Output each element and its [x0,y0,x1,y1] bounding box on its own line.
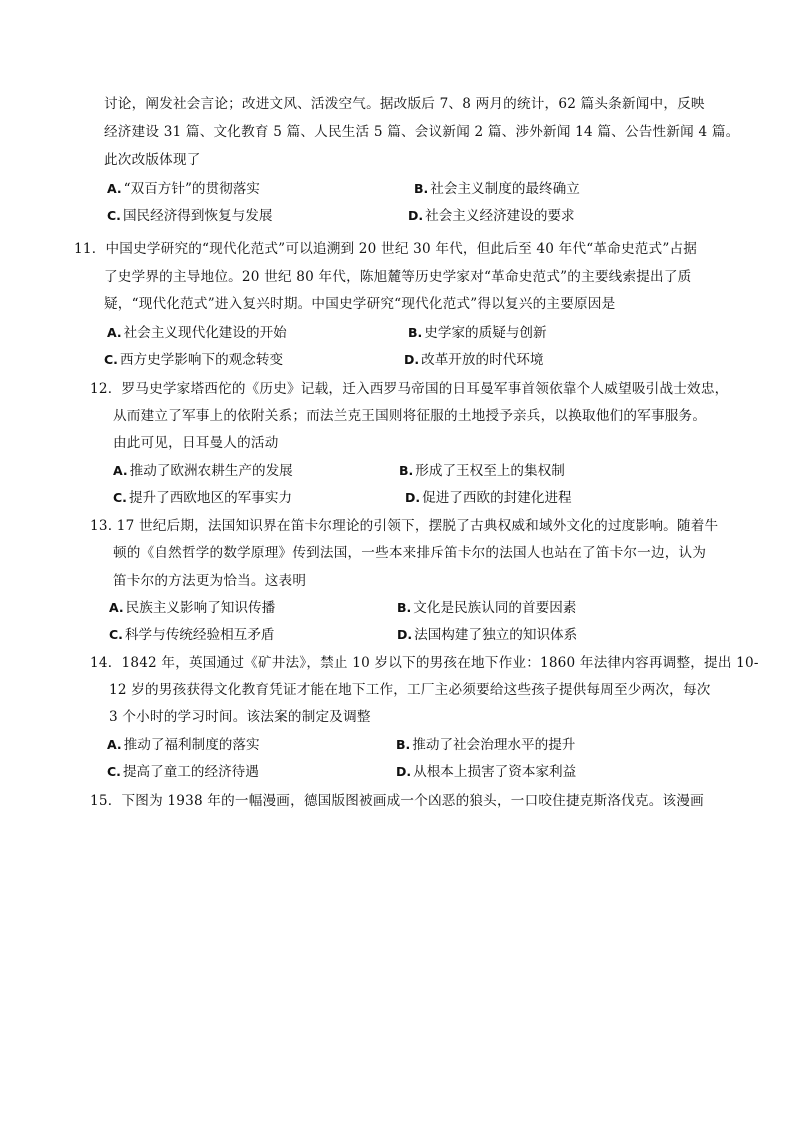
option-letter: C. [113,490,127,505]
option-a[interactable] [107,180,260,198]
question-text-line: 经济建设 31 篇、文化教育 5 篇、人民生活 5 篇、会议新闻 2 篇、涉外新闻 14 篇、公告性新闻 4 篇。 [104,124,740,140]
question-stem-line: 14．1842 年，英国通过《矿井法》，禁止 10 岁以下的男孩在地下作业：1860 年法律内容再调整，提出 10- [90,655,759,671]
question-text-line: 12 岁的男孩获得文化教育凭证才能在地下工作，工厂主必须要给这些孩子提供每周至少两次，每次 [109,682,711,698]
question-text-line: 从而建立了军事上的依附关系；而法兰克王国则将征服的土地授予亲兵，以换取他们的军事服务。 [113,408,707,424]
question-stem-line: 12．罗马史学家塔西佗的《历史》记载，迁入西罗马帝国的日耳曼军事首领依靠个人威望吸引战士效忠， [90,381,729,397]
option-b[interactable] [414,180,580,198]
option-text: 国民经济得到恢复与发展 [122,208,273,224]
option-text: 推动了社会治理水平的提升 [412,737,576,753]
option-text: 推动了福利制度的落实 [123,737,260,753]
option-a[interactable] [107,736,260,754]
option-text: 法国构建了独立的知识体系 [414,627,578,643]
option-d[interactable] [397,626,577,644]
question-text-line: 了史学界的主导地位。20 世纪 80 年代，陈旭麓等历史学家对“革命史范式”的主要线索提出了质 [104,269,692,285]
option-letter: D. [396,764,412,779]
option-b[interactable] [408,324,547,342]
question-text-line: 讨论，阐发社会言论；改进文风、活泼空气。据改版后 7、8 两月的统计，62 篇头条新闻中，反映 [104,96,705,112]
option-text: 民族主义影响了知识传播 [125,600,276,616]
option-c[interactable] [107,207,272,225]
option-c[interactable] [109,626,274,644]
option-text: 从根本上损害了资本家利益 [413,764,577,780]
option-letter: D. [404,352,420,367]
option-text: 西方史学影响下的观念转变 [119,352,284,368]
option-letter: C. [107,764,121,779]
question-stem-line: 11．中国史学研究的“现代化范式”可以追溯到 20 世纪 30 年代，但此后至 40 年代“革命史范式”占据 [74,241,698,257]
option-text: 文化是民族认同的首要因素 [413,600,577,616]
option-letter: D. [408,208,424,223]
question-text-line: 顿的《自然哲学的数学原理》传到法国，一些本来排斥笛卡尔的法国人也站在了笛卡尔一边，认为 [113,545,707,561]
option-letter: A. [109,600,124,615]
option-b[interactable] [399,462,565,480]
question-text-line: 此次改版体现了 [104,152,201,168]
question-text-line: 笛卡尔的方法更为恰当。这表明 [113,573,307,589]
option-b[interactable] [397,599,576,617]
option-text: 科学与传统经验相互矛盾 [124,627,275,643]
option-letter: B. [397,600,412,615]
option-a[interactable] [113,462,293,480]
option-c[interactable] [107,763,259,781]
question-text-line: 3 个小时的学习时间。该法案的制定及调整 [109,709,371,725]
option-letter: A. [107,181,122,196]
option-b[interactable] [396,736,575,754]
option-c[interactable] [113,489,292,507]
option-d[interactable] [408,207,575,225]
option-letter: C. [104,352,118,367]
option-letter: B. [399,463,414,478]
option-letter: D. [397,627,413,642]
question-stem-line: 15．下图为 1938 年的一幅漫画，德国版图被画成一个凶恶的狼头，一口咬住捷克斯洛伐克。该漫画 [90,793,704,809]
option-text: 提高了童工的经济待遇 [122,764,259,780]
question-text-line: 由此可见，日耳曼人的活动 [113,435,279,451]
option-a[interactable] [107,324,287,342]
question-stem-line: 13. 17 世纪后期，法国知识界在笛卡尔理论的引领下，摆脱了古典权威和域外文化的过度影响。随着牛 [90,518,719,534]
option-text: 史学家的质疑与创新 [424,325,547,341]
option-text: 提升了西欧地区的军事实力 [128,490,293,506]
option-text: 形成了王权至上的集权制 [415,463,565,479]
option-letter: B. [396,737,411,752]
option-letter: A. [107,325,122,340]
option-letter: C. [109,627,123,642]
option-letter: A. [113,463,128,478]
option-text: 社会主义经济建设的要求 [425,208,575,224]
option-text: “双百方针”的贯彻落实 [123,181,260,197]
option-letter: B. [414,181,429,196]
option-text: 社会主义现代化建设的开始 [123,325,287,341]
option-letter: A. [107,737,122,752]
option-letter: D. [405,490,421,505]
option-text: 改革开放的时代环境 [421,352,544,368]
option-text: 推动了欧洲农耕生产的发展 [129,463,293,479]
option-letter: B. [408,325,423,340]
option-d[interactable] [405,489,572,507]
option-text: 社会主义制度的最终确立 [430,181,580,197]
option-d[interactable] [396,763,576,781]
option-text: 促进了西欧的封建化进程 [422,490,572,506]
option-d[interactable] [404,351,543,369]
question-text-line: 疑，“现代化范式”进入复兴时期。中国史学研究“现代化范式”得以复兴的主要原因是 [104,296,616,312]
option-letter: C. [107,208,121,223]
option-c[interactable] [104,351,283,369]
option-a[interactable] [109,599,275,617]
